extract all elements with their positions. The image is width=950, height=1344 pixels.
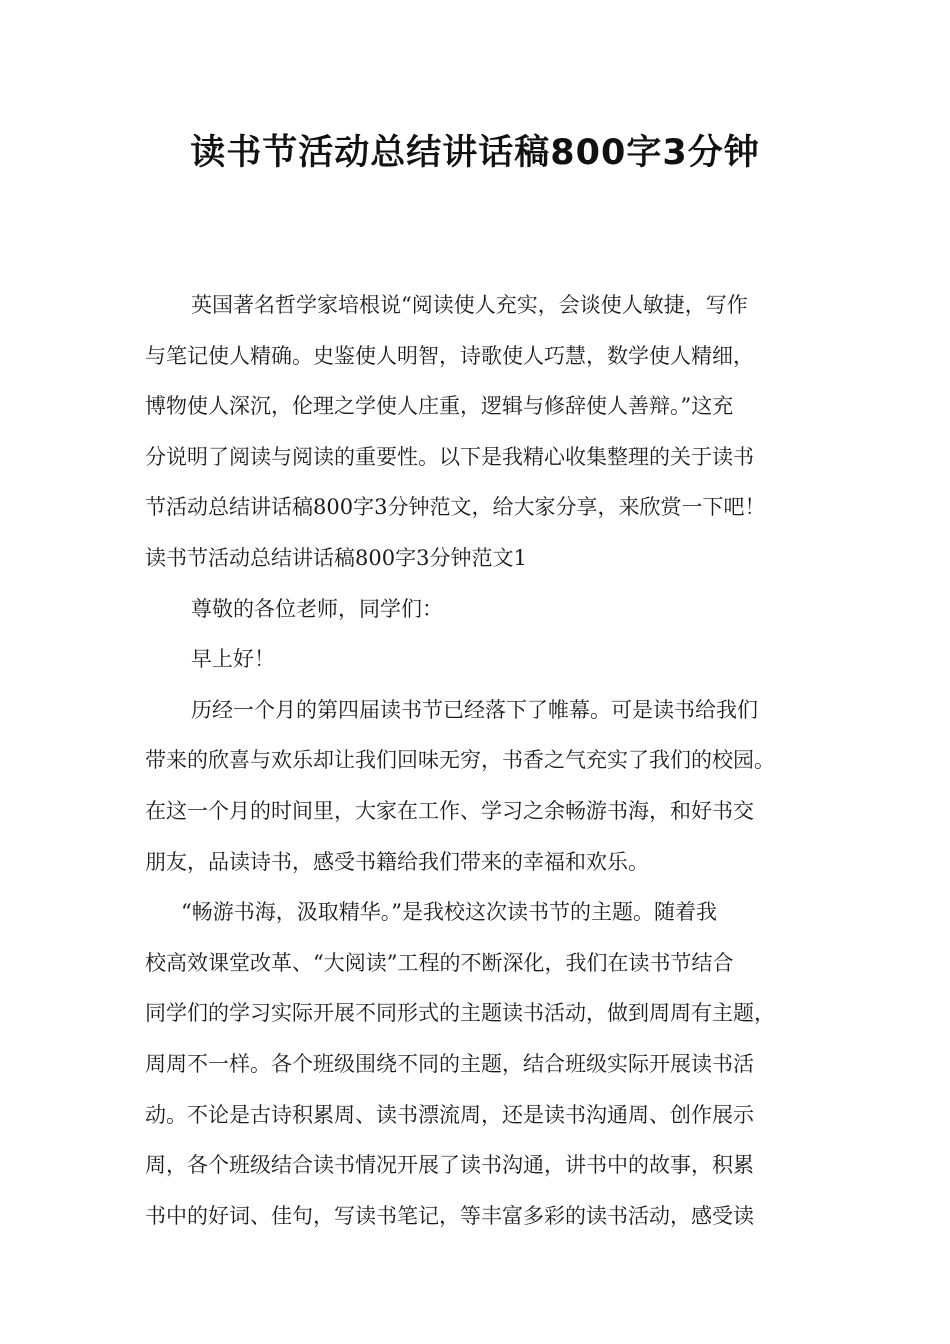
document-title: 读书节活动总结讲话稿800字3分钟 <box>190 133 760 173</box>
paragraph-line: 节活动总结讲话稿800字3分钟范文，给大家分享，来欣赏一下吧！ <box>145 495 766 520</box>
greeting-line: 早上好！ <box>191 647 275 672</box>
paragraph-line: 在这一个月的时间里，大家在工作、学习之余畅游书海，和好书交 <box>145 798 754 823</box>
paragraph-line: “畅游书海，汲取精华。”是我校这次读书节的主题。随着我 <box>181 900 717 925</box>
paragraph-line: 分说明了阅读与阅读的重要性。以下是我精心收集整理的关于读书 <box>145 444 754 469</box>
salutation-line: 尊敬的各位老师，同学们： <box>191 596 443 621</box>
paragraph-line: 动。不论是古诗积累周、读书漂流周，还是读书沟通周、创作展示 <box>145 1102 754 1127</box>
paragraph-line: 博物使人深沉，伦理之学使人庄重，逻辑与修辞使人善辩。”这充 <box>145 394 734 419</box>
paragraph-line: 周，各个班级结合读书情况开展了读书沟通，讲书中的故事，积累 <box>145 1153 754 1178</box>
paragraph-line: 英国著名哲学家培根说“阅读使人充实，会谈使人敏捷，写作 <box>191 293 748 317</box>
paragraph-line: 历经一个月的第四届读书节已经落下了帷幕。可是读书给我们 <box>191 697 758 722</box>
document-body <box>145 280 815 1241</box>
paragraph-line: 周周不一样。各个班级围绕不同的主题，结合班级实际开展读书活 <box>145 1051 754 1076</box>
paragraph-line: 书中的好词、佳句，写读书笔记，等丰富多彩的读书活动，感受读 <box>145 1203 754 1228</box>
paragraph-line: 校高效课堂改革、“大阅读”工程的不断深化，我们在读书节结合 <box>145 950 734 975</box>
section-heading: 读书节活动总结讲话稿800字3分钟范文1 <box>145 545 527 570</box>
paragraph-line: 与笔记使人精确。史鉴使人明智，诗歌使人巧慧，数学使人精细， <box>145 343 754 368</box>
paragraph-line: 带来的欣喜与欢乐却让我们回味无穷，书香之气充实了我们的校园。 <box>145 748 775 773</box>
paragraph-line: 同学们的学习实际开展不同形式的主题读书活动，做到周周有主题， <box>145 1001 775 1026</box>
paragraph-line: 朋友，品读诗书，感受书籍给我们带来的幸福和欢乐。 <box>145 849 649 874</box>
